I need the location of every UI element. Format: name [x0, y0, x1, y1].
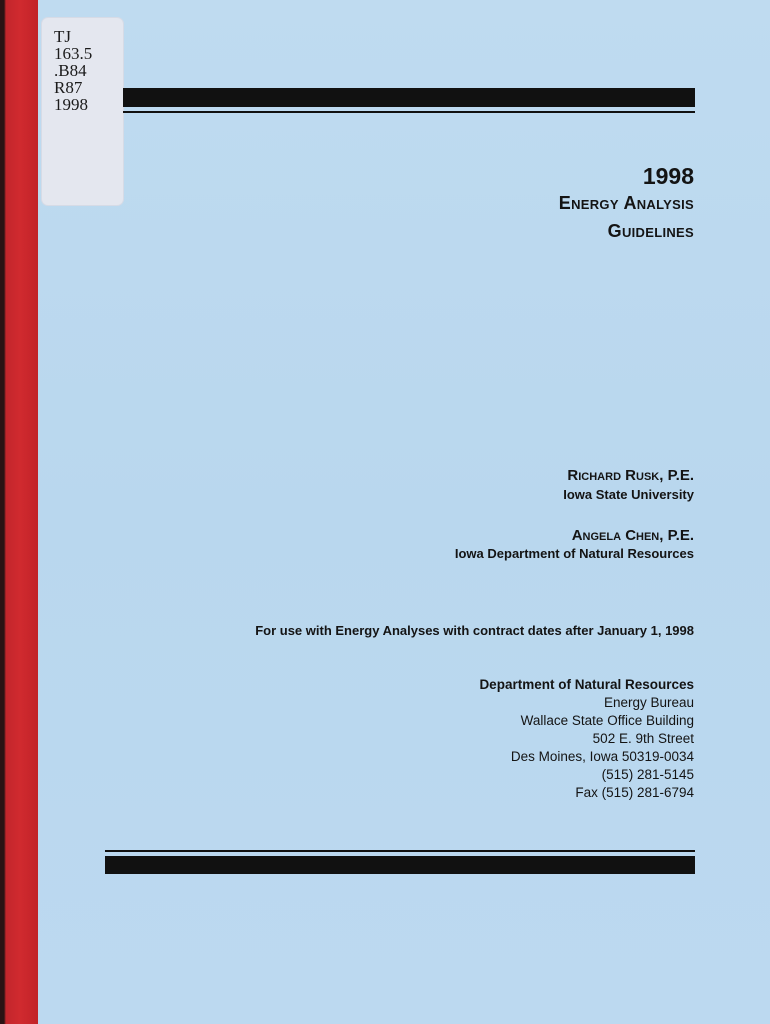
top-thick-rule	[123, 88, 695, 107]
usage-note: For use with Energy Analyses with contract dates after January 1, 1998	[255, 623, 694, 638]
top-thin-rule	[123, 111, 695, 113]
author-name: Angela Chen, P.E.	[571, 527, 694, 544]
publisher-address	[479, 676, 694, 802]
title-year: 1998	[642, 163, 694, 189]
author-name: Richard Rusk, P.E.	[567, 467, 694, 484]
publisher-department: Department of Natural Resources	[479, 677, 694, 692]
call-number-line: 163.5	[54, 44, 93, 63]
red-spine-stripe	[0, 0, 38, 1024]
bottom-thin-rule	[105, 850, 695, 852]
bottom-thick-rule	[105, 856, 695, 874]
call-number-line: 1998	[54, 95, 88, 114]
publisher-phone: (515) 281-5145	[601, 767, 694, 782]
title-line-1: Energy Analysis	[558, 193, 694, 213]
call-number-line: R87	[54, 78, 83, 97]
publisher-street: 502 E. 9th Street	[592, 731, 694, 746]
call-number-line: TJ	[54, 27, 71, 46]
author-affiliation: Iowa State University	[563, 487, 694, 502]
author-affiliation: Iowa Department of Natural Resources	[454, 546, 694, 561]
publisher-fax: Fax (515) 281-6794	[575, 785, 694, 800]
publisher-bureau: Energy Bureau	[603, 695, 694, 710]
title-line-2: Guidelines	[607, 221, 694, 241]
publisher-building: Wallace State Office Building	[520, 713, 694, 728]
publisher-city: Des Moines, Iowa 50319-0034	[510, 749, 694, 764]
call-number-line: .B84	[54, 61, 87, 80]
call-number	[42, 28, 92, 113]
